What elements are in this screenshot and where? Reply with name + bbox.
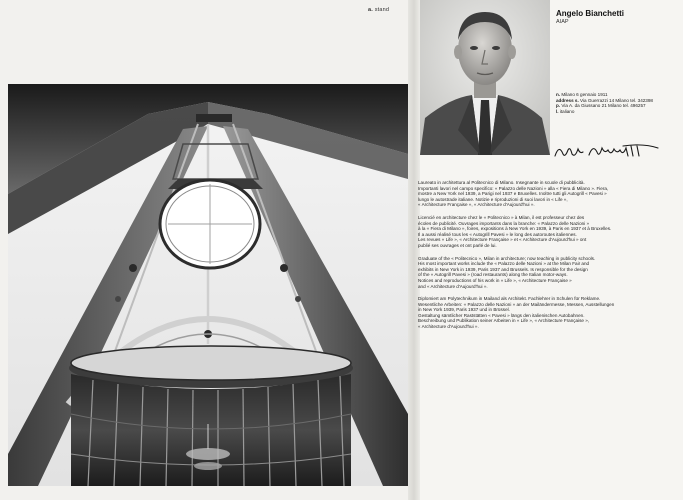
paragraph-german: Diplomiert am Polytechnikum in Mailand als Architekt. Fachlehrer in Schulen für Reklame. Wesentliche Arbeiten: « Palazzo delle Nazioni » an der Mailändermesse, Messen, Ausstellungen in New York 1939, Paris 1937 und in Brüssel. Gestaltung sämtlicher Raststätten « Pavesi » längs den italienischen Autobahnen. Beschreibung und Publikation seiner Arbeiten in « Life », « Architecture Française », « Architecture d'Aujourd'hui ». <box>418 296 615 330</box>
biography-text <box>418 180 672 337</box>
paragraph-english: Graduate of the « Politecnico », Milan in architecture; now teaching in publicity schools. His most important works include the « Palazzo delle Nazioni » at the Milan Fair and exhibits in New York in 1939, Paris 1937 and Brussels. Is responsible for the design of the « Autogrill Pavesi » (road restaurants) along the Italian motor-ways. Notices and reproductions of his work in « Life », « Architecture Française » and « Architecture d'Aujourd'hui ». <box>418 255 596 289</box>
handwritten-signature <box>553 140 663 162</box>
contact-details <box>556 92 681 114</box>
architect-org: AIAP <box>556 19 569 25</box>
stand-label <box>368 7 389 13</box>
bio-line-language: l. italiano <box>556 108 575 114</box>
stand-text: stand <box>374 7 390 13</box>
bio-line-studio-address: address s. Via Guerrazzi 14 Milano tel. 342398 <box>556 97 653 103</box>
architect-name: Angelo Bianchetti <box>556 9 625 18</box>
paragraph-french: Licencié en architecture chez le « Politecnico » à Milan, il est professeur chez des écoles de publicité. Ouvrages importants dans la branche: « Palazzo delle Nazioni » à la « Fiera di Milano », foires, expositions à New York en 1939, à Paris en 1937 et à Bruxelles. Il a aussi réalisé tous les « Autogrill Pavesi » le long des autoroutes italiennes. Les revues « Life », « Architecture Française » et « Architecture d'Aujourd'hui » ont publié ses ouvrages et ont parlé de lui. <box>418 214 612 248</box>
bio-line-private-address: p. Via A. da Giussano 21 Milano tel. 496257 <box>556 103 646 109</box>
architect-header <box>556 9 624 25</box>
architect-portrait <box>420 0 550 155</box>
stand-prefix: a. <box>368 7 373 13</box>
pylon-restaurant-photo <box>8 84 408 486</box>
paragraph-italian: Laureato in architettura al Politecnico di Milano. Insegnante in scuole di pubblicità. Importanti lavori nel campo specifico: « Palazzo delle Nazioni » alla « Fiera di Milano ». Fiera, mostre a New York nel 1939, a Parigi nel 1937 e Bruxelles. Inoltre tutti gli Autogrill « Pavesi » lungo le autostrade italiane. Notizie e riproduzioni di suoi lavori in « Life », « Architecture Française », « Architecture d'Aujourd'hui ». <box>418 180 609 208</box>
bio-line-birth: n. Milano 6 gennaio 1911 <box>556 92 608 97</box>
